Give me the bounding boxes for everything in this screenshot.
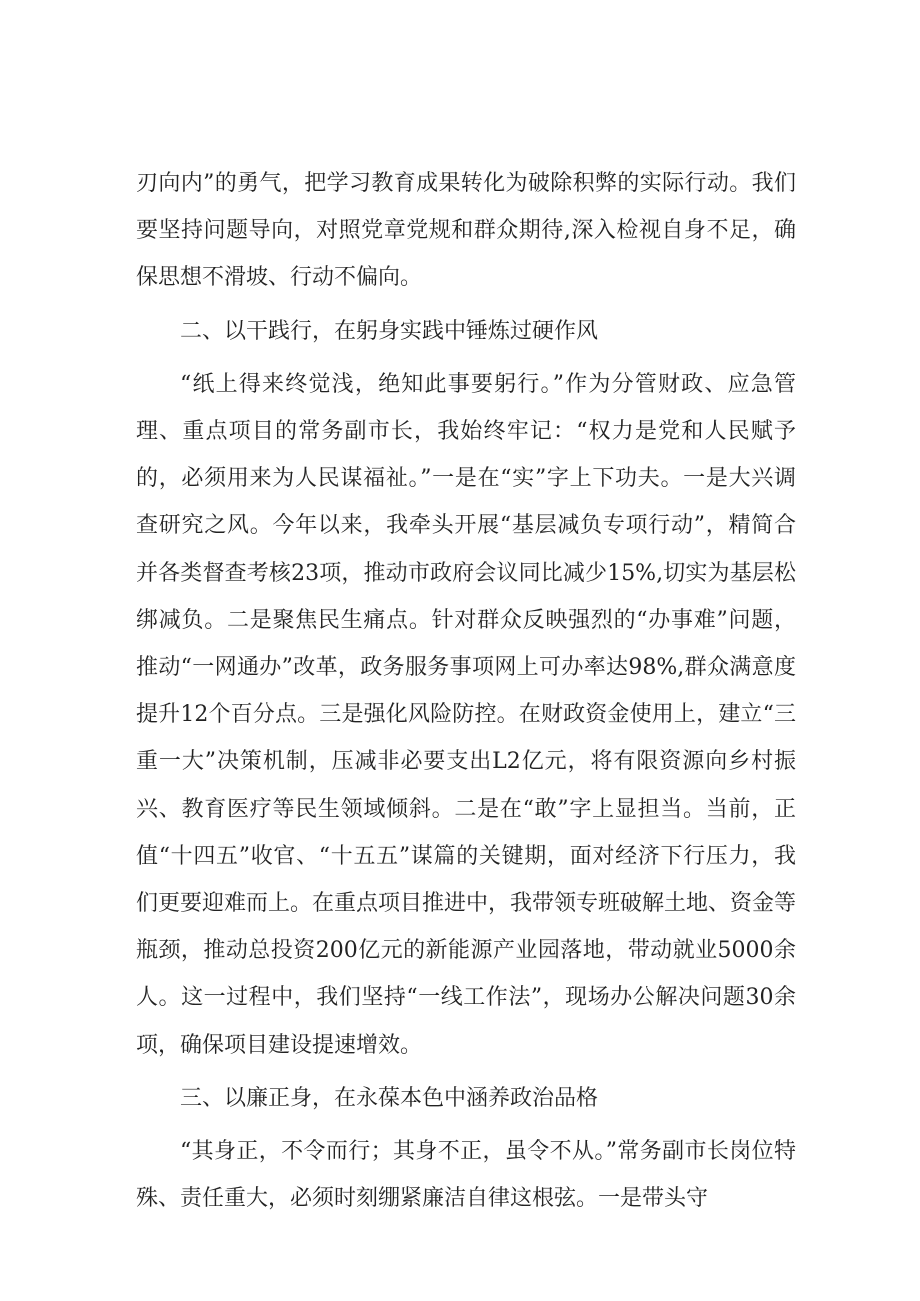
paragraph-section-three: “其身正，不令而行；其身不正，虽令不从。”常务副市长岗位特殊、责任重大，必须时刻绷紧廉洁自律这根弦。一是带头守 [136,1139,796,1212]
document-body [136,160,796,1222]
section-heading-three: 三、以廉正身，在永葆本色中涵养政治品格 [180,1085,599,1111]
paragraph-continued: 刃向内”的勇气，把学习教育成果转化为破除积弊的实际行动。我们要坚持问题导向，对照党章党规和群众期待,深入检视自身不足，确保思想不滑坡、行动不偏向。 [136,171,796,291]
paragraph-section-two: “纸上得来终觉浅，绝知此事要躬行。”作为分管财政、应急管理、重点项目的常务副市长，我始终牢记：“权力是党和人民赋予的，必须用来为人民谋福祉。”一是在“实”字上下功夫。一是大兴调查研究之风。今年以来，我牵头开展“基层减负专项行动”，精简合并各类督查考核23项，推动市政府会议同比减少15%,切实为基层松绑减负。二是聚焦民生痛点。针对群众反映强烈的“办事难”问题，推动“一网通办”改革，政务服务事项网上可办率达98%,群众满意度提升12个百分点。三是强化风险防控。在财政资金使用上，建立“三重一大”决策机制，压减非必要支出L2亿元，将有限资源向乡村振兴、教育医疗等民生领域倾斜。二是在“敢”字上显担当。当前，正值“十四五”收官、“十五五”谋篇的关键期，面对经济下行压力，我们更要迎难而上。在重点项目推进中，我带领专班破解土地、资金等瓶颈，推动总投资200亿元的新能源产业园落地，带动就业5000余人。这一过程中，我们坚持“一线工作法”，现场办公解决问题30余项，确保项目建设提速增效。 [136,371,797,1058]
section-heading-two: 二、以干践行，在躬身实践中锤炼过硬作风 [180,318,599,344]
